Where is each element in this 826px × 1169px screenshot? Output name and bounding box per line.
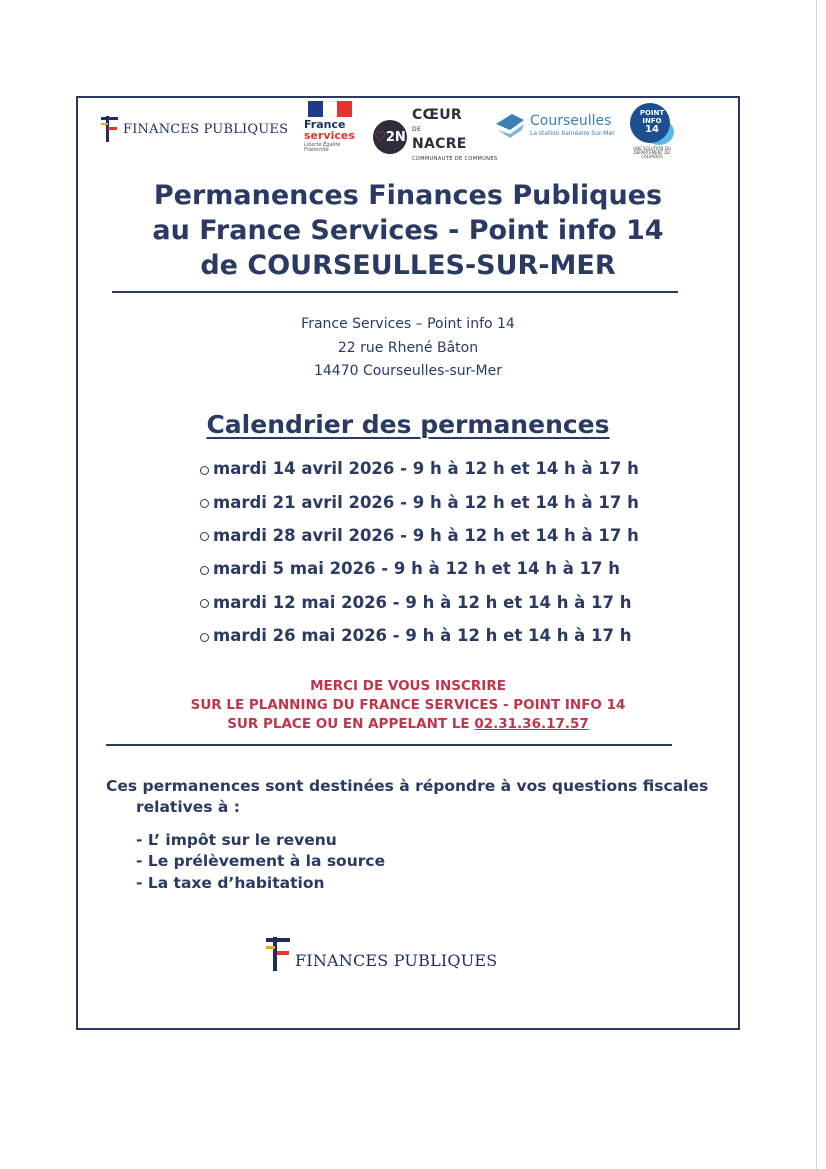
session-item (200, 552, 639, 585)
coeur-de-nacre-badge: 2N (385, 129, 406, 145)
coeur-de-nacre-name-bottom: NACRE (412, 136, 467, 152)
footer-finances-publiques-logo (262, 935, 497, 973)
france-services-logo (304, 101, 356, 153)
france-services-motto: Liberté Égalité Fraternité (304, 142, 341, 153)
finances-publiques-mark-icon (98, 114, 120, 144)
session-item (200, 452, 639, 485)
notice-line3-prefix: SUR PLACE OU EN APPELANT LE (227, 716, 475, 732)
address-block (76, 313, 740, 384)
circle-bullet-icon (200, 599, 209, 608)
scan-edge (816, 0, 817, 1169)
session-text: mardi 12 mai 2026 - 9 h à 12 h et 14 h à 17 h (213, 592, 632, 612)
session-item (200, 586, 639, 619)
title-divider (112, 291, 678, 293)
notice-line1: MERCI DE VOUS INSCRIRE (310, 678, 506, 694)
address-line3: 14470 Courseulles-sur-Mer (313, 363, 502, 379)
calendar-heading (76, 410, 740, 439)
circle-bullet-icon (200, 566, 209, 575)
session-text: mardi 28 avril 2026 - 9 h à 12 h et 14 h à 17 h (213, 525, 639, 545)
point-info-line1: POINT INFO (639, 109, 665, 125)
coeur-de-nacre-logo (373, 108, 498, 166)
notice-line2: SUR LE PLANNING DU FRANCE SERVICES - POINT INFO 14 (190, 697, 626, 713)
topic-item: - La taxe d’habitation (136, 873, 325, 892)
courseulles-name: Courseulles (530, 113, 612, 129)
point-info-subtitle: UNE SOLUTION DU DÉPARTEMENT DU CALVADOS (633, 146, 671, 159)
session-text: mardi 14 avril 2026 - 9 h à 12 h et 14 h à 17 h (213, 459, 639, 479)
purpose-line2: relatives à : (136, 798, 240, 816)
purpose-text (106, 776, 716, 818)
topic-item: - L’ impôt sur le revenu (136, 831, 337, 849)
coeur-de-nacre-badge-icon: ♡ 2N (373, 120, 407, 154)
session-item (200, 619, 639, 652)
circle-bullet-icon (200, 466, 209, 475)
france-services-line1: France (304, 118, 346, 131)
point-info-line2: 14 (645, 124, 659, 135)
courseulles-logo (494, 110, 615, 140)
session-item (200, 519, 639, 552)
topic-list (136, 830, 385, 894)
phone-link[interactable]: 02.31.36.17.57 (474, 716, 589, 732)
notice-line3 (76, 715, 740, 734)
footer-logo-text: FINANCES PUBLIQUES (295, 950, 498, 970)
session-text: mardi 26 mai 2026 - 9 h à 12 h et 14 h à 17 h (213, 626, 632, 646)
coeur-de-nacre-name-top: CŒUR (412, 107, 462, 123)
page-title (76, 178, 740, 283)
finances-publiques-logo-text: FINANCES PUBLIQUES (123, 121, 289, 137)
coeur-de-nacre-subtitle: COMMUNAUTÉ DE COMMUNES (412, 156, 498, 162)
point-info-bubble (630, 103, 670, 143)
finances-publiques-logo (98, 114, 288, 144)
topic-item: - Le prélèvement à la source (136, 852, 386, 871)
address-line1: France Services – Point info 14 (301, 316, 515, 332)
point-info-14-logo (628, 101, 678, 159)
finances-publiques-mark-icon (262, 935, 292, 973)
address-line2: 22 rue Rhené Bâton (337, 339, 479, 356)
title-line3: de COURSEULLES-SUR-MER (200, 250, 616, 281)
session-text: mardi 21 avril 2026 - 9 h à 12 h et 14 h à 17 h (213, 492, 639, 512)
title-line2: au France Services - Point info 14 (152, 215, 664, 246)
circle-bullet-icon (200, 532, 209, 541)
purpose-line1: Ces permanences sont destinées à répondre à vos questions fiscales (106, 777, 709, 795)
session-item (200, 485, 639, 518)
circle-bullet-icon (200, 633, 209, 642)
registration-notice (76, 677, 740, 734)
session-text: mardi 5 mai 2026 - 9 h à 12 h et 14 h à 17 h (213, 559, 621, 579)
courseulles-subtitle: La station balnéaire Sur-Mer (530, 130, 615, 137)
french-flag-icon (308, 101, 352, 117)
wave-icon (494, 110, 526, 140)
title-line1: Permanences Finances Publiques (153, 180, 663, 211)
calendar-heading-text: Calendrier des permanences (206, 410, 610, 439)
france-services-line2: services (304, 129, 355, 142)
session-list (200, 452, 639, 652)
notice-divider (106, 744, 672, 746)
coeur-de-nacre-name-mid: DE (412, 126, 422, 133)
circle-bullet-icon (200, 499, 209, 508)
